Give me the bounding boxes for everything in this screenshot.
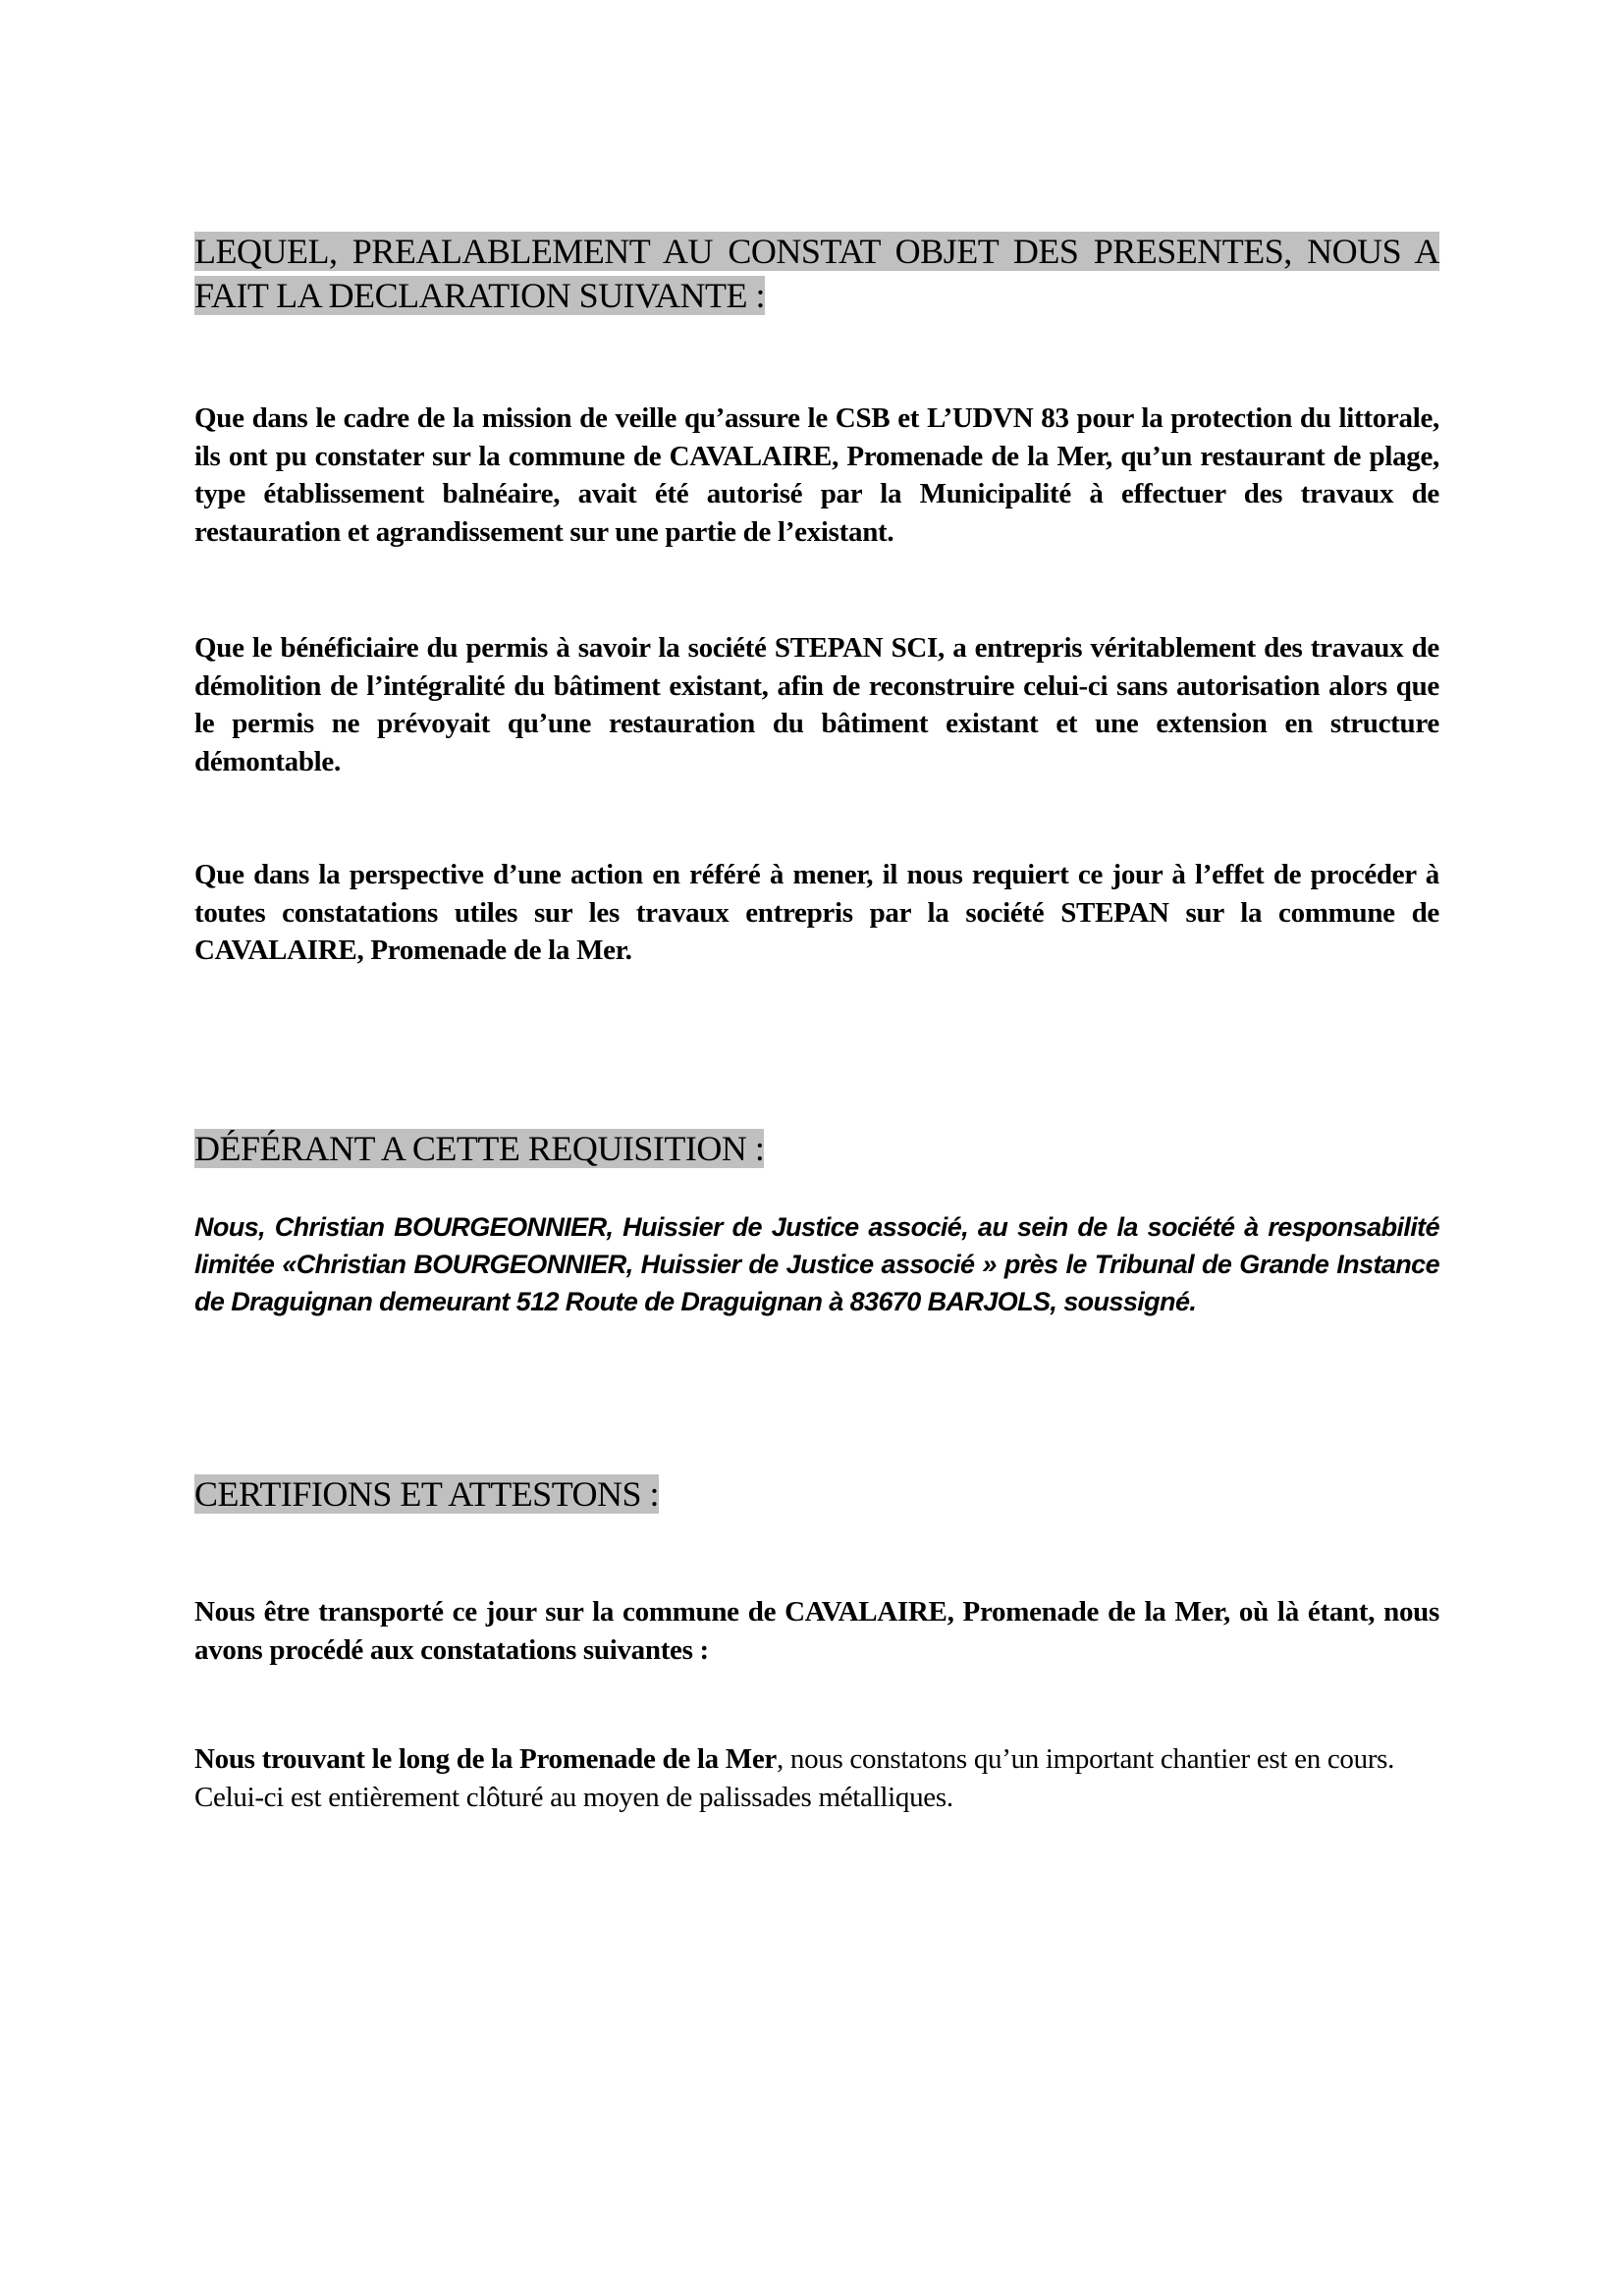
certifions-heading-text: CERTIFIONS ET ATTESTONS : [194,1474,660,1514]
observation-paragraph [194,1740,1439,1816]
declaration-paragraph-3: Que dans la perspective d’une action en référé à mener, il nous requiert ce jour à l’effet de procéder à toutes constatations utiles sur les travaux entrepris par la société STEPAN sur la commune de CAVALAIRE, Promenade de la Mer. [194,859,1439,966]
certifions-paragraph: Nous être transporté ce jour sur la commune de CAVALAIRE, Promenade de la Mer, où là étant, nous avons procédé aux constatations suivantes : [194,1596,1439,1666]
observation-second-line: Celui-ci est entièrement clôturé au moyen de palissades métalliques. [194,1781,953,1813]
observation-rest: , nous constatons qu’un important chantier est en cours. [777,1743,1395,1775]
declaration-paragraph-1: Que dans le cadre de la mission de veille qu’assure le CSB et L’UDVN 83 pour la protection du littorale, ils ont pu constater sur la commune de CAVALAIRE, Promenade de la Mer, qu’un restaurant de plage, type établissement balnéaire, avait été autorisé par la Municipalité à effectuer des travaux de restauration et agrandissement sur une partie de l’existant. [194,402,1439,548]
deferant-heading [194,1127,1439,1171]
certifions-heading [194,1472,1439,1517]
declaration-heading [194,230,1439,318]
declaration-heading-text: LEQUEL, PREALABLEMENT AU CONSTAT OBJET DES PRESENTES, NOUS A FAIT LA DECLARATION SUIVANTE : [194,232,1439,315]
deferant-heading-text: DÉFÉRANT A CETTE REQUISITION : [194,1129,765,1168]
declaration-paragraph-2: Que le bénéficiaire du permis à savoir la société STEPAN SCI, a entrepris véritablement des travaux de démolition de l’intégralité du bâtiment existant, afin de reconstruire celui-ci sans autorisation alors que le permis ne prévoyait qu’une restauration du bâtiment existant et une extension en structure démontable. [194,632,1439,777]
observation-bold-lead: Nous trouvant le long de la Promenade de la Mer [194,1743,777,1775]
deferant-paragraph: Nous, Christian BOURGEONNIER, Huissier de Justice associé, au sein de la société à responsabilité limitée «Christian BOURGEONNIER, Huissier de Justice associé » près le Tribunal de Grande Instance de Draguignan demeurant 512 Route de Draguignan à 83670 BARJOLS, soussigné. [194,1212,1439,1316]
